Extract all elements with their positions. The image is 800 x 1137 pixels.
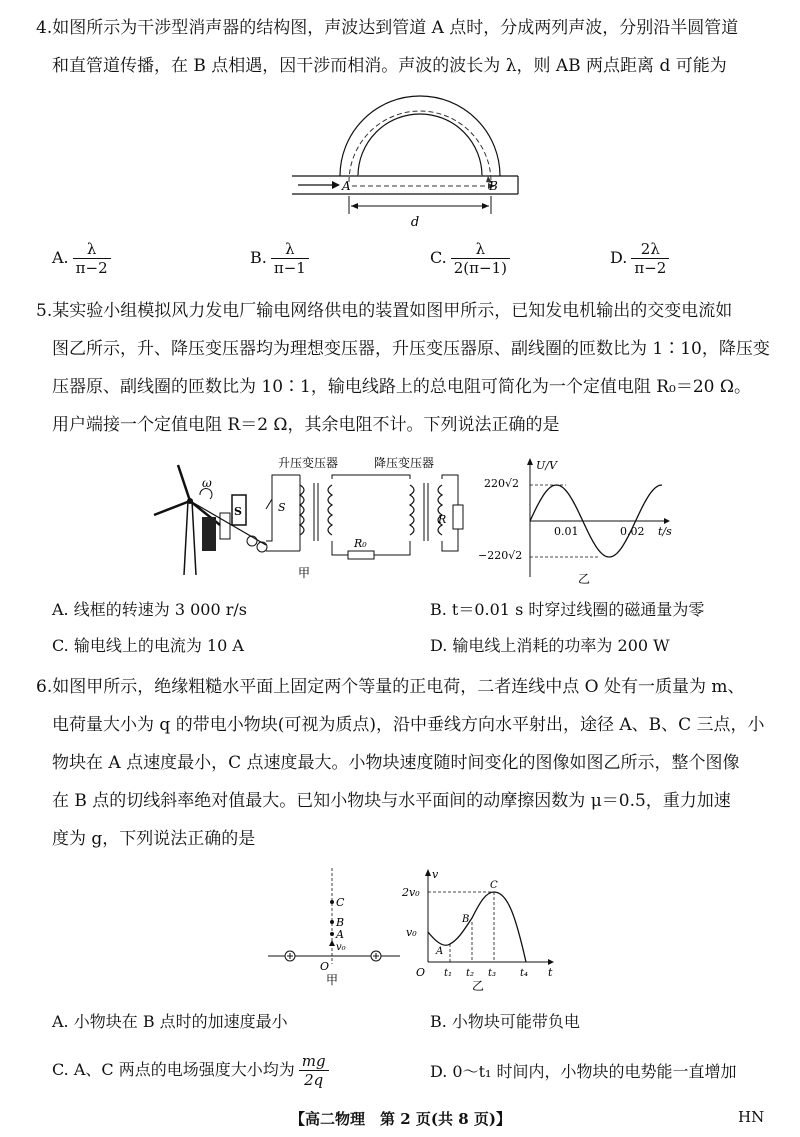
q4-muffler-figure: [290, 90, 530, 230]
q6-option-c-num: mg: [299, 1052, 329, 1071]
q6-chart-origin: O: [416, 966, 426, 979]
q4-line-1: 4.如图所示为干涉型消声器的结构图，声波达到管道 A 点时，分成两列声波，分别沿半圆管道: [36, 18, 739, 38]
q4-option-a-letter: A.: [52, 248, 69, 267]
q5-chart-ytick-max: 220√2: [484, 477, 520, 490]
q5-option-a: A. 线框的转速为 3 000 r/s: [52, 600, 247, 619]
q6-chart-t2: t₂: [466, 968, 475, 979]
q4-line-2: 和直管道传播，在 B 点相遇，因干涉而相消。声波的波长为 λ，则 AB 两点距离 d 可能为: [52, 56, 727, 76]
q4-option-d-den: π−2: [634, 259, 667, 277]
q5-line-2: 图乙所示，升、降压变压器均为理想变压器，升压变压器原、副线圈的匝数比为 1∶10，降压变: [52, 339, 770, 359]
q6-point-c: C: [336, 896, 345, 909]
q5-option-c: C. 输电线上的电流为 10 A: [52, 636, 244, 655]
q6-v0-label: v₀: [336, 942, 346, 953]
q4-option-a-den: π−2: [75, 259, 108, 277]
q6-option-c-text: C. A、C 两点的电场强度大小均为: [52, 1060, 295, 1079]
q5-fig-jia-caption: 甲: [298, 566, 311, 580]
q4-label-a: A: [342, 179, 351, 193]
q6-fig-jia-caption: 甲: [326, 973, 339, 987]
q6-fig-yi-caption: 乙: [472, 979, 485, 993]
q5-r-label: R: [438, 513, 447, 526]
q5-switch-label: S: [278, 501, 286, 514]
q5-r0-label: R₀: [354, 537, 367, 550]
q6-chart-t1: t₁: [444, 968, 453, 979]
q5-magnet-label: S: [234, 505, 242, 518]
q6-charges-figure: [264, 860, 404, 990]
q5-fig-yi-caption: 乙: [578, 572, 591, 586]
q4-option-a: [52, 240, 111, 277]
q4-label-d: d: [410, 215, 420, 230]
q4-option-a-num: λ: [73, 240, 111, 259]
q4-option-b-num: λ: [271, 240, 309, 259]
q5-chart-y-label: U/V: [536, 459, 557, 472]
q6-chart-point-b: B: [462, 914, 470, 925]
q6-vt-chart: [398, 858, 568, 993]
q4-option-c-den: 2(π−1): [453, 259, 507, 277]
q4-label-b: B: [489, 179, 498, 193]
q6-option-d: D. 0～t₁ 时间内，小物块的电势能一直增加: [430, 1062, 737, 1081]
q6-line-5: 度为 g，下列说法正确的是: [52, 829, 256, 849]
q6-option-a: A. 小物块在 B 点时的加速度最小: [52, 1012, 288, 1031]
q6-chart-t3: t₃: [488, 968, 497, 979]
q5-chart-xtick-1: 0.01: [554, 525, 579, 538]
q5-line-3: 压器原、副线圈的匝数比为 10∶1，输电线路上的总电阻可简化为一个定值电阻 R₀＝20 Ω。: [52, 377, 751, 397]
q5-line-1: 5.某实验小组模拟风力发电厂输电网络供电的装置如图甲所示，已知发电机输出的交变电流如: [36, 301, 733, 321]
q5-chart-xtick-2: 0.02: [620, 525, 645, 538]
q6-option-c-den: 2q: [304, 1071, 324, 1089]
q4-option-c: [430, 240, 510, 277]
q6-line-1: 6.如图甲所示，绝缘粗糙水平面上固定两个等量的正电荷，二者连线中点 O 处有一质量为 m、: [36, 677, 745, 697]
q5-option-b: B. t＝0.01 s 时穿过线圈的磁通量为零: [430, 600, 705, 619]
q4-option-c-num: λ: [451, 240, 510, 259]
q6-chart-2v0: 2v₀: [402, 886, 420, 899]
q4-option-d-letter: D.: [610, 248, 628, 267]
q6-line-3: 物块在 A 点速度最小，C 点速度最大。小物块速度随时间变化的图像如图乙所示，整个图像: [52, 753, 740, 773]
q6-chart-point-c: C: [490, 880, 498, 891]
q4-option-d: [610, 240, 669, 277]
q5-step-down-label: 降压变压器: [374, 456, 435, 470]
q4-option-c-letter: C.: [430, 248, 447, 267]
q6-option-c: [52, 1052, 329, 1089]
q5-line-4: 用户端接一个定值电阻 R＝2 Ω，其余电阻不计。下列说法正确的是: [52, 415, 560, 435]
footer-region: HN: [738, 1108, 765, 1126]
q4-option-b-letter: B.: [250, 248, 267, 267]
q6-line-2: 电荷量大小为 q 的带电小物块(可视为质点)，沿中垂线方向水平射出，途径 A、B、C 三点，小: [52, 715, 765, 735]
q6-chart-v0: v₀: [406, 926, 417, 939]
q6-point-b: B: [336, 916, 345, 929]
q5-circuit-figure: [148, 455, 468, 585]
q6-chart-t-label: t: [548, 966, 553, 979]
q5-omega-label: ω: [202, 476, 212, 490]
q5-option-d: D. 输电线上消耗的功率为 200 W: [430, 636, 670, 655]
q5-chart-ytick-min: −220√2: [478, 549, 523, 562]
q6-option-b: B. 小物块可能带负电: [430, 1012, 580, 1031]
q6-line-4: 在 B 点的切线斜率绝对值最大。已知小物块与水平面间的动摩擦因数为 μ＝0.5，重力加速: [52, 791, 731, 811]
q5-chart-x-label: t/s: [658, 525, 672, 538]
q4-option-b-den: π−1: [273, 259, 306, 277]
q6-chart-v-label: v: [432, 868, 439, 881]
q6-origin-label: O: [320, 960, 330, 973]
q4-option-b: [250, 240, 309, 277]
q6-chart-t4: t₄: [520, 968, 529, 979]
q6-point-a: A: [336, 928, 344, 941]
q4-option-d-num: 2λ: [631, 240, 669, 259]
q5-step-up-label: 升压变压器: [278, 456, 339, 470]
q6-chart-point-a: A: [436, 946, 444, 957]
footer-page-info: 【高二物理 第 2 页(共 8 页)】: [290, 1110, 511, 1128]
q5-voltage-chart: [478, 455, 678, 590]
